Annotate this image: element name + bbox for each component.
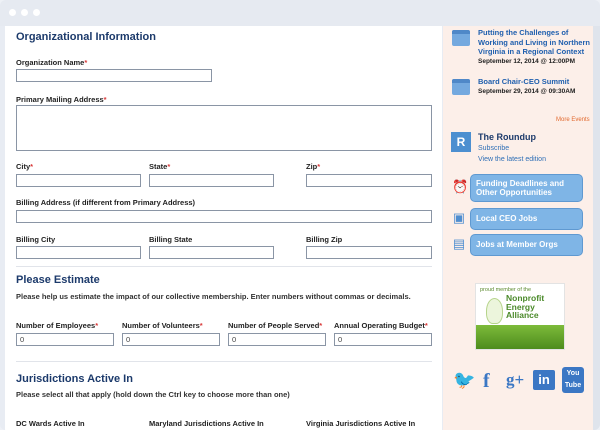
linkedin-icon[interactable]: in	[533, 370, 555, 390]
button-label: Local CEO Jobs	[476, 214, 538, 224]
roundup-subscribe-link[interactable]: Subscribe	[478, 145, 510, 152]
budget-input[interactable]: 0	[334, 333, 432, 346]
briefcase-icon: ▤	[452, 236, 466, 251]
page-edge	[593, 26, 600, 430]
window-dot[interactable]	[9, 9, 16, 16]
section-divider	[16, 361, 432, 362]
button-label: Funding Deadlines and Other Opportunities	[476, 178, 565, 197]
event-title[interactable]: Board Chair-CEO Summit	[478, 77, 570, 86]
lightbulb-icon	[486, 298, 503, 324]
budget-label: Annual Operating Budget*	[334, 321, 428, 330]
state-label: State*	[149, 162, 171, 171]
section-title-organizational: Organizational Information	[16, 31, 156, 43]
grass-graphic	[476, 325, 565, 349]
employees-input[interactable]: 0	[16, 333, 114, 346]
local-ceo-jobs-button[interactable]	[470, 208, 583, 230]
billing-city-input[interactable]	[16, 246, 141, 259]
more-events-link[interactable]: More Events	[556, 117, 590, 123]
org-name-label: Organization Name*	[16, 58, 88, 67]
roundup-latest-link[interactable]: View the latest edition	[478, 156, 546, 163]
maryland-label: Maryland Jurisdictions Active In	[149, 419, 264, 428]
billing-zip-input[interactable]	[306, 246, 432, 259]
mailing-address-label: Primary Mailing Address*	[16, 95, 107, 104]
facebook-icon[interactable]: f	[483, 370, 490, 392]
mailing-address-textarea[interactable]	[16, 105, 432, 151]
funding-deadlines-button[interactable]	[470, 174, 583, 202]
ceo-icon: ▣	[452, 210, 466, 225]
alarm-clock-icon: ⏰	[452, 179, 469, 194]
twitter-icon[interactable]: 🐦	[453, 370, 476, 390]
billing-state-input[interactable]	[149, 246, 274, 259]
button-label: Jobs at Member Orgs	[476, 240, 558, 250]
virginia-label: Virginia Jurisdictions Active In	[306, 419, 416, 428]
employees-label: Number of Employees*	[16, 321, 99, 330]
roundup-logo-icon: R	[451, 132, 471, 152]
energy-alliance-badge[interactable]	[475, 283, 565, 350]
calendar-icon	[452, 79, 470, 95]
youtube-icon[interactable]: You Tube	[562, 367, 584, 393]
billing-city-label: Billing City	[16, 235, 56, 244]
section-title-jurisdictions: Jurisdictions Active In	[16, 373, 133, 385]
browser-titlebar	[0, 0, 600, 26]
window-dot[interactable]	[33, 9, 40, 16]
calendar-icon	[452, 30, 470, 46]
event-date: September 29, 2014 @ 09:30AM	[478, 88, 576, 95]
billing-state-label: Billing State	[149, 235, 193, 244]
city-label: City*	[16, 162, 34, 171]
billing-address-input[interactable]	[16, 210, 432, 223]
org-name-input[interactable]	[16, 69, 212, 82]
state-input[interactable]	[149, 174, 274, 187]
billing-zip-label: Billing Zip	[306, 235, 343, 244]
city-input[interactable]	[16, 174, 141, 187]
section-divider	[16, 266, 432, 267]
event-title[interactable]: Putting the Challenges of Working and Living in Northern Virginia in a Regional Context	[478, 28, 590, 56]
volunteers-input[interactable]: 0	[122, 333, 220, 346]
section-title-estimate: Please Estimate	[16, 274, 100, 286]
event-date: September 12, 2014 @ 12:00PM	[478, 58, 576, 65]
people-served-input[interactable]: 0	[228, 333, 326, 346]
dc-wards-label: DC Wards Active In	[16, 419, 85, 428]
zip-input[interactable]	[306, 174, 432, 187]
roundup-title: The Roundup	[478, 132, 536, 142]
badge-title: Nonprofit Energy Alliance	[506, 293, 545, 320]
zip-label: Zip*	[306, 162, 321, 171]
estimate-help-text: Please help us estimate the impact of our collective membership. Enter numbers without commas or decimals.	[16, 292, 411, 301]
volunteers-label: Number of Volunteers*	[122, 321, 203, 330]
billing-address-label: Billing Address (if different from Primary Address)	[16, 198, 196, 207]
people-served-label: Number of People Served*	[228, 321, 323, 330]
google-plus-icon[interactable]: g+	[506, 370, 525, 389]
jurisdictions-help-text: Please select all that apply (hold down the Ctrl key to choose more than one)	[16, 390, 290, 399]
member-org-jobs-button[interactable]	[470, 234, 583, 256]
window-dot[interactable]	[21, 9, 28, 16]
badge-caption: proud member of the	[480, 287, 532, 293]
form-panel	[5, 26, 442, 430]
